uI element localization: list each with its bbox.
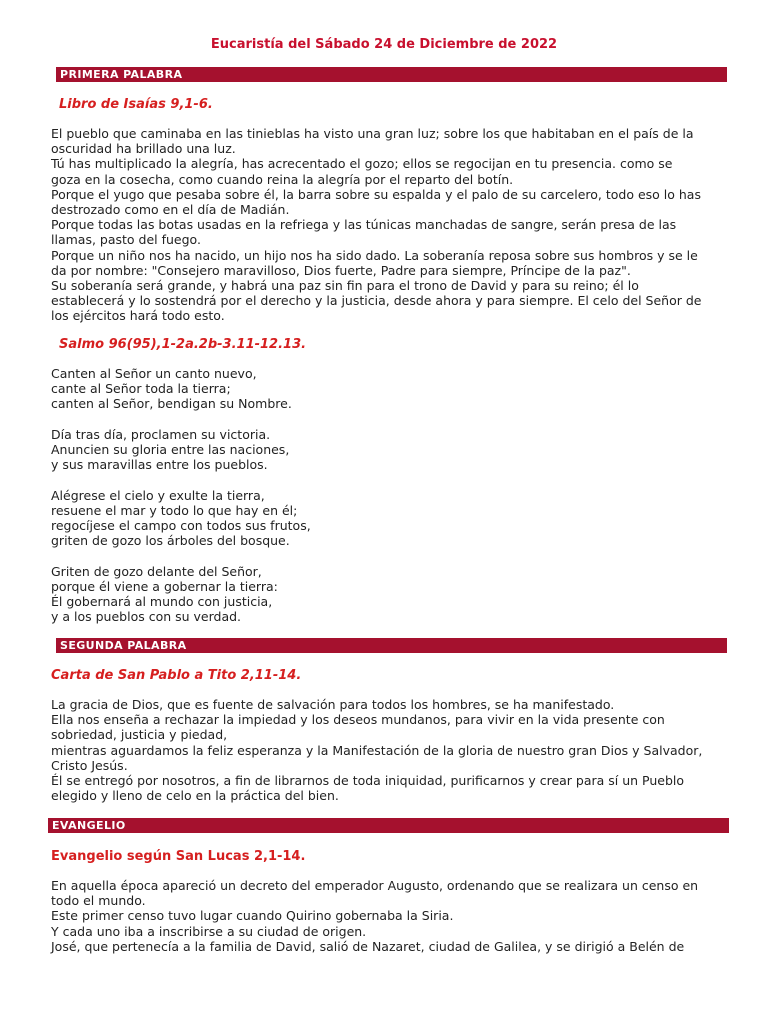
reading-reference-salmo: Salmo 96(95),1-2a.2b-3.11-12.13. — [59, 337, 307, 352]
psalm-line: Anuncien su gloria entre las naciones, — [51, 442, 290, 457]
reading-text-tito — [51, 697, 731, 803]
text-line: Este primer censo tuvo lugar cuando Quirino gobernaba la Siria. — [51, 908, 454, 924]
psalm-line: Él gobernará al mundo con justicia, — [51, 594, 273, 609]
reading-text-lucas — [51, 878, 731, 954]
psalm-text — [51, 366, 731, 624]
text-line: Su soberanía será grande, y habrá una paz sin fin para el trono de David y para su reino; él lo — [51, 278, 639, 294]
text-line: Ella nos enseña a rechazar la impiedad y los deseos mundanos, para vivir en la vida presente con — [51, 712, 665, 728]
psalm-line: Canten al Señor un canto nuevo, — [51, 366, 257, 381]
text-line: Él se entregó por nosotros, a fin de librarnos de toda iniquidad, purificarnos y crear para sí un Pueblo — [51, 773, 685, 789]
psalm-line: regocíjese el campo con todos sus frutos, — [51, 518, 311, 533]
psalm-line: resuene el mar y todo lo que hay en él; — [51, 502, 298, 518]
text-line: El pueblo que caminaba en las tinieblas ha visto una gran luz; sobre los que habitaban en el país de la — [51, 126, 694, 141]
text-line: oscuridad ha brillado una luz. — [51, 141, 236, 157]
reading-reference-lucas: Evangelio según San Lucas 2,1-14. — [51, 849, 306, 864]
text-line: José, que pertenecía a la familia de David, salió de Nazaret, ciudad de Galilea, y se dirigió a Belén de — [51, 938, 685, 954]
reading-reference-tito: Carta de San Pablo a Tito 2,11-14. — [51, 668, 302, 683]
text-line: Porque un niño nos ha nacido, un hijo nos ha sido dado. La soberanía reposa sobre sus hombros y se le — [51, 247, 698, 263]
text-line: Porque el yugo que pesaba sobre él, la barra sobre su espalda y el palo de su carcelero, todo eso lo has — [51, 186, 701, 202]
text-line: Porque todas las botas usadas en la refriega y las túnicas manchadas de sangre, serán presa de las — [51, 217, 677, 233]
text-line: En aquella época apareció un decreto del emperador Augusto, ordenando que se realizara un censo en — [51, 878, 699, 893]
stanza-gap — [51, 548, 731, 563]
section-header-segunda-palabra: SEGUNDA PALABRA — [56, 638, 727, 653]
reading-reference-isaias: Libro de Isaías 9,1-6. — [59, 97, 213, 112]
text-line: mientras aguardamos la feliz esperanza y la Manifestación de la gloria de nuestro gran Dios y Salvador, — [51, 742, 703, 758]
text-line: elegido y lleno de celo en la práctica del bien. — [51, 788, 339, 804]
text-line: goza en la cosecha, como cuando reina la alegría por el reparto del botín. — [51, 171, 514, 187]
text-line: Cristo Jesús. — [51, 757, 128, 773]
psalm-line: Día tras día, proclamen su victoria. — [51, 426, 271, 442]
page-title: Eucaristía del Sábado 24 de Diciembre de 2022 — [210, 37, 558, 52]
text-line: sobriedad, justicia y piedad, — [51, 727, 228, 743]
psalm-line: Griten de gozo delante del Señor, — [51, 563, 262, 579]
text-line: La gracia de Dios, que es fuente de salvación para todos los hombres, se ha manifestado. — [51, 697, 615, 712]
stanza-gap — [51, 412, 731, 427]
psalm-line: y sus maravillas entre los pueblos. — [51, 457, 268, 473]
psalm-line: griten de gozo los árboles del bosque. — [51, 533, 290, 549]
text-line: establecerá y lo sostendrá por el derecho y la justicia, desde ahora y para siempre. El celo del Señor de — [51, 293, 702, 309]
section-header-primera-palabra: PRIMERA PALABRA — [56, 67, 727, 82]
psalm-line: y a los pueblos con su verdad. — [51, 609, 242, 625]
stanza-gap — [51, 472, 731, 487]
text-line: todo el mundo. — [51, 893, 146, 909]
text-line: destrozado como en el día de Madián. — [51, 202, 290, 218]
reading-text-isaias — [51, 126, 731, 324]
text-line: llamas, pasto del fuego. — [51, 232, 201, 248]
psalm-line: porque él viene a gobernar la tierra: — [51, 578, 278, 594]
text-line: Y cada uno iba a inscribirse a su ciudad de origen. — [51, 923, 367, 939]
psalm-line: cante al Señor toda la tierra; — [51, 381, 231, 397]
psalm-line: Alégrese el cielo y exulte la tierra, — [51, 487, 265, 503]
text-line: Tú has multiplicado la alegría, has acrecentado el gozo; ellos se regocijan en tu presencia. como se — [51, 156, 673, 172]
psalm-line: canten al Señor, bendigan su Nombre. — [51, 396, 292, 412]
text-line: los ejércitos hará todo esto. — [51, 308, 225, 324]
section-header-evangelio: EVANGELIO — [48, 818, 729, 833]
text-line: da por nombre: "Consejero maravilloso, Dios fuerte, Padre para siempre, Príncipe de la paz". — [51, 262, 631, 278]
